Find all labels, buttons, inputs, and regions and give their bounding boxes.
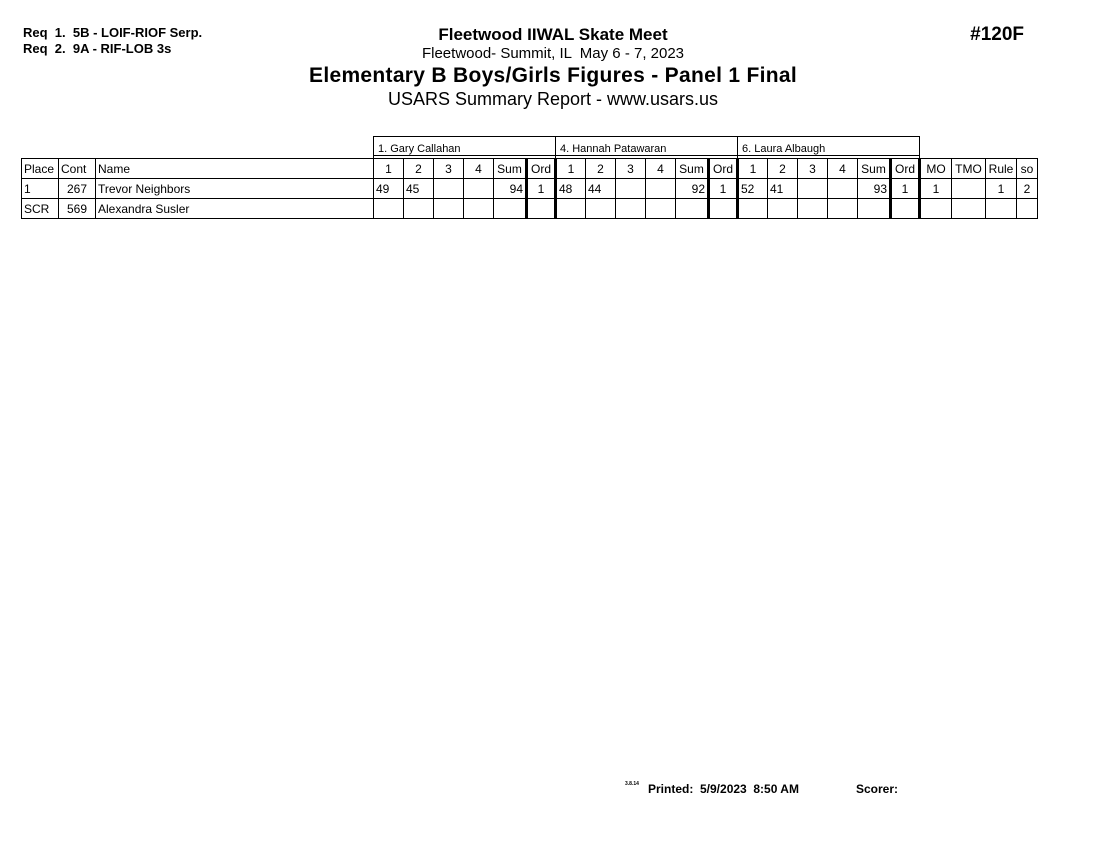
event-number: #120F	[970, 24, 1024, 45]
meet-location: Fleetwood- Summit, IL May 6 - 7, 2023	[421, 45, 685, 62]
score-cell	[798, 179, 828, 199]
score-cell: 48	[556, 179, 586, 199]
score-cell	[434, 199, 464, 219]
requirement-2: Req 2. 9A - RIF-LOB 3s	[23, 41, 172, 56]
score-cell	[768, 199, 798, 219]
ord-cell: 1	[891, 179, 920, 199]
ord-cell	[891, 199, 920, 219]
column-header-row	[22, 159, 1038, 179]
score-cell	[616, 199, 646, 219]
score-cell	[646, 199, 676, 219]
printed-timestamp: Printed: 5/9/2023 8:50 AM	[648, 782, 799, 796]
col-j1-1: 1	[374, 159, 404, 179]
col-j3-4: 4	[828, 159, 858, 179]
col-j1-4: 4	[464, 159, 494, 179]
score-cell	[586, 199, 616, 219]
cont-cell: 569	[59, 199, 96, 219]
judge-header-row	[22, 137, 1038, 156]
so-cell	[1017, 199, 1038, 219]
col-j2-sum: Sum	[676, 159, 709, 179]
col-j2-3: 3	[616, 159, 646, 179]
results-table	[21, 136, 1038, 219]
score-cell: 41	[768, 179, 798, 199]
score-cell	[646, 179, 676, 199]
col-j1-2: 2	[404, 159, 434, 179]
col-cont: Cont	[59, 159, 96, 179]
sum-cell	[494, 199, 527, 219]
col-place: Place	[22, 159, 59, 179]
score-cell	[798, 199, 828, 219]
name-cell: Trevor Neighbors	[96, 179, 374, 199]
table-row	[22, 179, 1038, 199]
col-j2-1: 1	[556, 159, 586, 179]
judge-3-label: 6. Laura Albaugh	[738, 137, 920, 156]
col-j3-ord: Ord	[891, 159, 920, 179]
col-j3-2: 2	[768, 159, 798, 179]
tmo-cell	[952, 179, 986, 199]
col-rule: Rule	[986, 159, 1017, 179]
ord-cell	[527, 199, 556, 219]
col-j2-4: 4	[646, 159, 676, 179]
judge-1-label: 1. Gary Callahan	[374, 137, 556, 156]
meet-title: Fleetwood IIWAL Skate Meet	[438, 25, 668, 44]
col-j3-3: 3	[798, 159, 828, 179]
place-cell: 1	[22, 179, 59, 199]
mo-cell: 1	[920, 179, 952, 199]
score-cell	[828, 199, 858, 219]
score-cell	[434, 179, 464, 199]
col-j3-sum: Sum	[858, 159, 891, 179]
score-cell	[404, 199, 434, 219]
score-cell	[374, 199, 404, 219]
col-mo: MO	[920, 159, 952, 179]
score-cell: 44	[586, 179, 616, 199]
col-j2-2: 2	[586, 159, 616, 179]
score-cell: 52	[738, 179, 768, 199]
col-j3-1: 1	[738, 159, 768, 179]
table-row	[22, 199, 1038, 219]
tmo-cell	[952, 199, 986, 219]
mo-cell	[920, 199, 952, 219]
col-j1-sum: Sum	[494, 159, 527, 179]
score-cell	[556, 199, 586, 219]
scorer-label: Scorer:	[856, 782, 899, 796]
score-cell	[738, 199, 768, 219]
place-cell: SCR	[22, 199, 59, 219]
rule-cell	[986, 199, 1017, 219]
requirement-1: Req 1. 5B - LOIF-RIOF Serp.	[23, 25, 203, 40]
so-cell: 2	[1017, 179, 1038, 199]
version-label: 3.8.14	[625, 781, 639, 787]
score-cell	[828, 179, 858, 199]
score-cell	[464, 179, 494, 199]
judge-2-label: 4. Hannah Patawaran	[556, 137, 738, 156]
col-tmo: TMO	[952, 159, 986, 179]
col-j1-ord: Ord	[527, 159, 556, 179]
col-j1-3: 3	[434, 159, 464, 179]
sum-cell	[676, 199, 709, 219]
sum-cell: 92	[676, 179, 709, 199]
ord-cell: 1	[527, 179, 556, 199]
score-cell	[616, 179, 646, 199]
ord-cell: 1	[709, 179, 738, 199]
sum-cell: 94	[494, 179, 527, 199]
rule-cell: 1	[986, 179, 1017, 199]
col-so: so	[1017, 159, 1038, 179]
col-name: Name	[96, 159, 374, 179]
score-cell: 45	[404, 179, 434, 199]
event-title: Elementary B Boys/Girls Figures - Panel 1 Final	[309, 64, 797, 87]
sum-cell: 93	[858, 179, 891, 199]
cont-cell: 267	[59, 179, 96, 199]
name-cell: Alexandra Susler	[96, 199, 374, 219]
report-title: USARS Summary Report - www.usars.us	[387, 89, 719, 109]
col-j2-ord: Ord	[709, 159, 738, 179]
sum-cell	[858, 199, 891, 219]
ord-cell	[709, 199, 738, 219]
score-cell	[464, 199, 494, 219]
score-cell: 49	[374, 179, 404, 199]
